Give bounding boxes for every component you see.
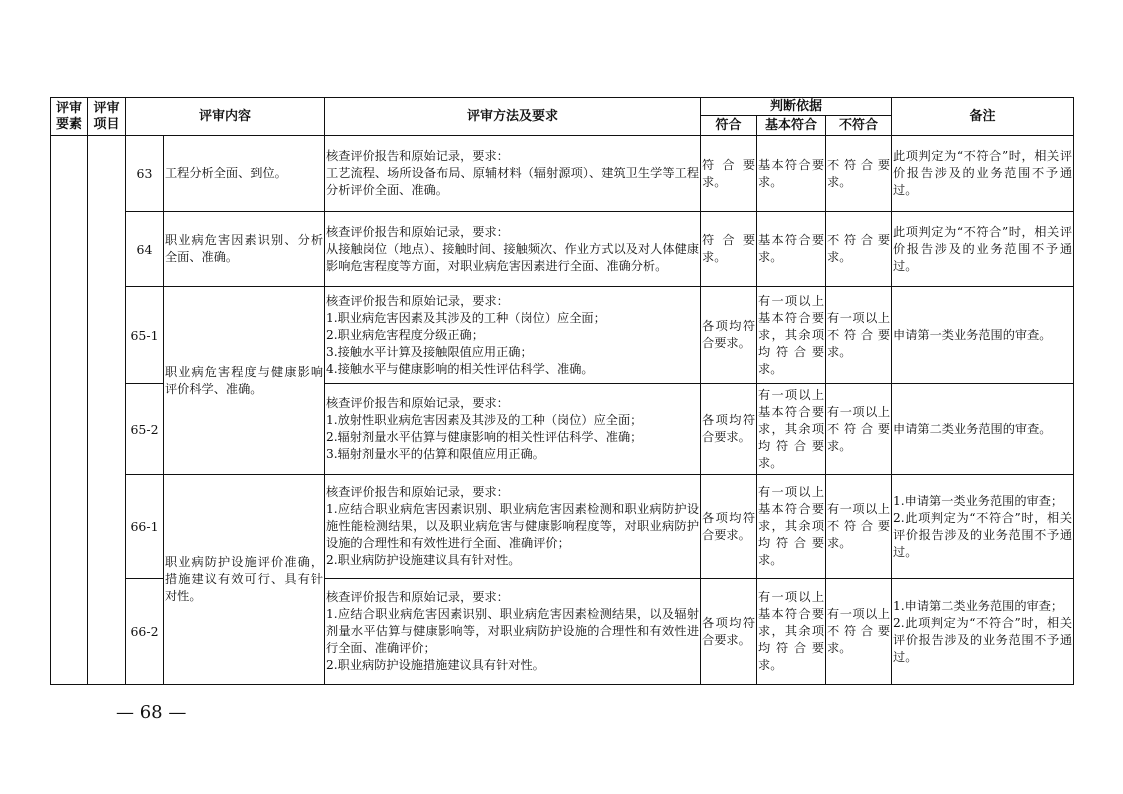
nonconform-criterion: 有一项以上不符合要求。	[826, 287, 892, 384]
basic-conform-criterion: 基本符合要求。	[757, 136, 826, 212]
review-standards-table	[50, 97, 1074, 685]
review-method: 核查评价报告和原始记录，要求： 1.职业病危害因素及其涉及的工种（岗位）应全面； 2.职业病危害程度分级正确； 3.接触水平计算及接触限值应用正确； 4.接触水平与健康影响的相关性评估科学、准确。	[325, 287, 701, 384]
conform-criterion: 各项均符合要求。	[701, 579, 757, 685]
review-content: 职业病防护设施评价准确，措施建议有效可行、具有针对性。	[164, 475, 325, 685]
remark: 申请第一类业务范围的审查。	[892, 287, 1074, 384]
header-review-method: 评审方法及要求	[325, 98, 701, 136]
remark: 此项判定为“不符合”时，相关评价报告涉及的业务范围不予通过。	[892, 212, 1074, 287]
review-element-cell	[51, 136, 88, 685]
row-id: 66-2	[126, 579, 164, 685]
header-review-content: 评审内容	[126, 98, 325, 136]
row-id: 65-2	[126, 384, 164, 475]
review-content: 职业病危害因素识别、分析全面、准确。	[164, 212, 325, 287]
review-method: 核查评价报告和原始记录，要求： 1.放射性职业病危害因素及其涉及的工种（岗位）应全面； 2.辐射剂量水平估算与健康影响的相关性评估科学、准确； 3.辐射剂量水平的估算和限值应用正确。	[325, 384, 701, 475]
basic-conform-criterion: 基本符合要求。	[757, 212, 826, 287]
nonconform-criterion: 有一项以上不符合要求。	[826, 475, 892, 579]
conform-criterion: 各项均符合要求。	[701, 287, 757, 384]
nonconform-criterion: 不符合要求。	[826, 212, 892, 287]
header-review-element: 评审 要素	[51, 98, 88, 136]
review-content: 职业病危害程度与健康影响评价科学、准确。	[164, 287, 325, 475]
row-id: 63	[126, 136, 164, 212]
header-review-item: 评审 项目	[88, 98, 126, 136]
basic-conform-criterion: 有一项以上基本符合要求，其余项均符合要求。	[757, 579, 826, 685]
remark: 此项判定为“不符合”时，相关评价报告涉及的业务范围不予通过。	[892, 136, 1074, 212]
row-id: 64	[126, 212, 164, 287]
basic-conform-criterion: 有一项以上基本符合要求，其余项均符合要求。	[757, 475, 826, 579]
header-judgement-basis: 判断依据	[701, 98, 892, 116]
basic-conform-criterion: 有一项以上基本符合要求，其余项均符合要求。	[757, 287, 826, 384]
conform-criterion: 符合要求。	[701, 212, 757, 287]
nonconform-criterion: 有一项以上不符合要求。	[826, 384, 892, 475]
review-method: 核查评价报告和原始记录，要求： 从接触岗位（地点）、接触时间、接触频次、作业方式以及对人体健康影响危害程度等方面，对职业病危害因素进行全面、准确分析。	[325, 212, 701, 287]
conform-criterion: 符合要求。	[701, 136, 757, 212]
header-basic-conform: 基本符合	[757, 116, 826, 136]
table-row	[51, 136, 1074, 212]
review-method: 核查评价报告和原始记录，要求： 1.应结合职业病危害因素识别、职业病危害因素检测结果，以及辐射剂量水平估算与健康影响等，对职业病防护设施的合理性和有效性进行全面、准确评价； 2.职业病防护设施措施建议具有针对性。	[325, 579, 701, 685]
conform-criterion: 各项均符合要求。	[701, 475, 757, 579]
remark: 1.申请第二类业务范围的审查； 2.此项判定为“不符合”时，相关评价报告涉及的业务范围不予通过。	[892, 579, 1074, 685]
basic-conform-criterion: 有一项以上基本符合要求，其余项均符合要求。	[757, 384, 826, 475]
table-row	[51, 475, 1074, 579]
remark: 1.申请第一类业务范围的审查； 2.此项判定为“不符合”时，相关评价报告涉及的业务范围不予通过。	[892, 475, 1074, 579]
header-conform: 符合	[701, 116, 757, 136]
review-content: 工程分析全面、到位。	[164, 136, 325, 212]
nonconform-criterion: 有一项以上不符合要求。	[826, 579, 892, 685]
remark: 申请第二类业务范围的审查。	[892, 384, 1074, 475]
row-id: 66-1	[126, 475, 164, 579]
review-method: 核查评价报告和原始记录，要求： 1.应结合职业病危害因素识别、职业病危害因素检测和职业病防护设施性能检测结果，以及职业病危害与健康影响程度等，对职业病防护设施的合理性和有效性进行全面、准确评价； 2.职业病防护设施建议具有针对性。	[325, 475, 701, 579]
review-item-cell	[88, 136, 126, 685]
nonconform-criterion: 不符合要求。	[826, 136, 892, 212]
table-row	[51, 287, 1074, 384]
row-id: 65-1	[126, 287, 164, 384]
conform-criterion: 各项均符合要求。	[701, 384, 757, 475]
page-number: — 68 —	[116, 702, 187, 723]
table-row	[51, 212, 1074, 287]
header-remark: 备注	[892, 98, 1074, 136]
review-method: 核查评价报告和原始记录，要求： 工艺流程、场所设备布局、原辅材料（辐射源项）、建筑卫生学等工程分析评价全面、准确。	[325, 136, 701, 212]
header-nonconform: 不符合	[826, 116, 892, 136]
